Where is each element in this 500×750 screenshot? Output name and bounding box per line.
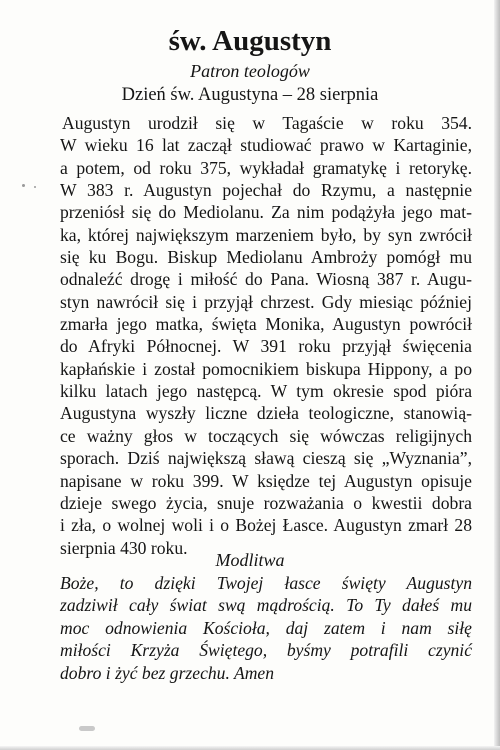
print-speck bbox=[22, 184, 25, 187]
biography-line: Augustyna wyszły liczne dzieła teologiczne, stanowią- bbox=[60, 403, 472, 424]
patron-subtitle: Patron teologów bbox=[190, 61, 310, 81]
print-speck bbox=[34, 186, 36, 188]
feast-day: Dzień św. Augustyna – 28 sierpnia bbox=[121, 85, 379, 105]
biography-line: przeniósł się do Mediolanu. Za nim podążyła jego mat- bbox=[60, 202, 472, 223]
prayer-line: miłości Krzyża Świętego, byśmy potrafili czynić bbox=[60, 640, 472, 661]
biography-line: Augustyn urodził się w Tagaście w roku 354. bbox=[62, 113, 472, 133]
biography-line: styn nawrócił się i przyjął chrzest. Gdy miesiąc później bbox=[60, 291, 472, 312]
biography-line: i zła, o wolnej woli i o Bożej Łasce. Augustyn zmarł 28 bbox=[60, 515, 472, 536]
biography-line: sporach. Dziś największą sławą cieszą się „Wyznania”, bbox=[60, 448, 472, 469]
biography-line: ce ważny głos w toczących się wówczas religijnych bbox=[60, 425, 472, 446]
biography-line: napisane w roku 399. W księdze tej Augustyn opisuje bbox=[60, 470, 472, 491]
biography-line: się ku Bogu. Biskup Mediolanu Ambroży pomógł mu bbox=[60, 247, 472, 268]
biography-text bbox=[60, 112, 472, 559]
biography-line: W 383 r. Augustyn pojechał do Rzymu, a następnie bbox=[60, 180, 472, 201]
prayer-line: dobro i żyć bez grzechu. Amen bbox=[60, 662, 275, 683]
page-title: św. Augustyn bbox=[168, 25, 332, 57]
biography-line: dzieje swego życia, snuje rozważania o kwestii dobra bbox=[60, 492, 472, 513]
biography-line: W wieku 16 lat zaczął studiować prawo w Kartaginie, bbox=[60, 135, 472, 156]
biography-line: kapłańskie i został pomocnikiem biskupa Hippony, a po bbox=[60, 358, 472, 379]
print-smudge bbox=[79, 726, 95, 731]
biography-line: kilku latach jego następcą. W tym okresie spod pióra bbox=[60, 381, 472, 402]
prayer-line: moc odnowienia Kościoła, daj zatem i nam siłę bbox=[60, 617, 472, 638]
biography-line: odnaleźć drogę i miłość do Pana. Wiosną 387 r. Augu- bbox=[60, 269, 472, 290]
prayer-line: zadziwił cały świat swą mądrością. To Ty dałeś mu bbox=[60, 595, 472, 616]
prayer-line: Boże, to dzięki Twojej łasce święty Augustyn bbox=[60, 573, 472, 593]
card-edge-shadow bbox=[494, 0, 500, 750]
prayer-heading: Modlitwa bbox=[215, 550, 285, 570]
biography-line: do Afryki Północnej. W 391 roku przyjął święcenia bbox=[60, 336, 472, 357]
prayer-text bbox=[60, 572, 472, 684]
card-edge-shadow bbox=[0, 746, 500, 750]
biography-line: sierpnia 430 roku. bbox=[60, 537, 188, 558]
biography-line: zmarła jego matka, święta Monika, Augustyn powrócił bbox=[60, 314, 472, 335]
biography-line: ka, której największym marzeniem było, by syn zwrócił bbox=[60, 224, 472, 245]
biography-line: a potem, od roku 375, wykładał gramatykę i retorykę. bbox=[60, 157, 472, 178]
